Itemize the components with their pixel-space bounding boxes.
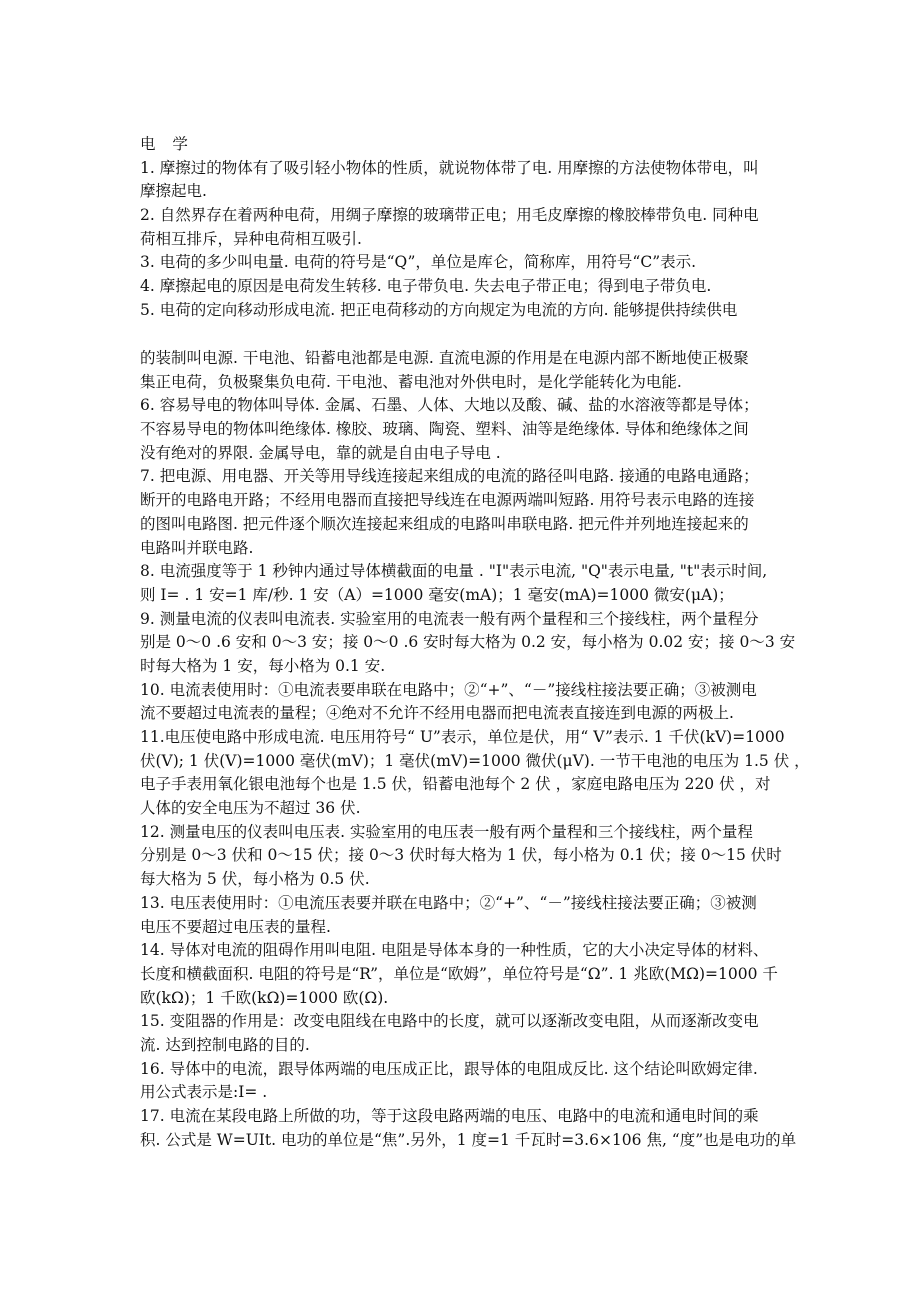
text-line: 时每大格为 1 安，每小格为 0.1 安. bbox=[140, 656, 386, 675]
text-line: 伏(V); 1 伏(V)=1000 毫伏(mV)；1 毫伏(mV)=1000 微伏(μV). 一节干电池的电压为 1.5 伏 ， bbox=[140, 751, 810, 770]
text-line: 11.电压使电路中形成电流. 电压用符号“ U”表示，单位是伏，用“ V”表示. 1 千伏(kV)=1000 bbox=[140, 728, 785, 746]
text-line: 17. 电流在某段电路上所做的功，等于这段电路两端的电压、电路中的电流和通电时间的乘 bbox=[140, 1107, 759, 1125]
text-line: 别是 0～0 .6 安和 0～3 安；接 0～0 .6 安时每大格为 0.2 安，每小格为 0.02 安；接 0～3 安 bbox=[140, 633, 796, 652]
text-line: 16. 导体中的电流，跟导体两端的电压成正比，跟导体的电阻成反比. 这个结论叫欧姆定律. bbox=[140, 1059, 758, 1078]
text-block-top bbox=[140, 133, 790, 323]
text-line: 断开的电路电开路；不经用电器而直接把导线连在电源两端叫短路. 用符号表示电路的连接 bbox=[140, 491, 755, 510]
document-title: 电 学 bbox=[140, 135, 194, 153]
text-line: 4. 摩擦起电的原因是电荷发生转移. 电子带负电. 失去电子带正电；得到电子带负电. bbox=[140, 277, 712, 296]
text-line: 长度和横截面积. 电阻的符号是“R”，单位是“欧姆”，单位符号是“Ω”. 1 兆欧(MΩ)=1000 千 bbox=[140, 964, 778, 983]
text-line: 的装制叫电源. 干电池、铅蓄电池都是电源. 直流电源的作用是在电源内部不断地使正极聚 bbox=[140, 349, 749, 367]
text-line: 电子手表用氧化银电池每个也是 1.5 伏，铅蓄电池每个 2 伏 ，家庭电路电压为 220 伏 ，对 bbox=[140, 775, 771, 794]
text-line: 每大格为 5 伏，每小格为 0.5 伏. bbox=[140, 870, 370, 889]
text-line: 13. 电压表使用时：①电流压表要并联在电路中；②“+”、“－”接线柱接法要正确；③被测 bbox=[140, 893, 757, 912]
text-line: 6. 容易导电的物体叫导体. 金属、石墨、人体、大地以及酸、碱、盐的水溶液等都是导体； bbox=[140, 396, 759, 415]
text-line: 人体的安全电压为不超过 36 伏. bbox=[140, 799, 361, 818]
text-line: 则 I= . 1 安=1 库/秒. 1 安（A）=1000 毫安(mA)；1 毫安(mA)=1000 微安(μA)； bbox=[140, 585, 734, 604]
text-line: 分别是 0～3 伏和 0～15 伏；接 0～3 伏时每大格为 1 伏，每小格为 0.1 伏；接 0～15 伏时 bbox=[140, 846, 782, 865]
text-line: 12. 测量电压的仪表叫电压表. 实验室用的电压表一般有两个量程和三个接线柱，两个量程 bbox=[140, 822, 753, 841]
text-line: 15. 变阻器的作用是：改变电阻线在电路中的长度，就可以逐渐改变电阻，从而逐渐改变电 bbox=[140, 1012, 759, 1031]
text-line: 欧(kΩ)；1 千欧(kΩ)=1000 欧(Ω). bbox=[140, 988, 389, 1007]
text-line: 流不要超过电流表的量程；④绝对不允许不经用电器而把电流表直接连到电源的两极上. bbox=[140, 704, 734, 723]
text-line: 集正电荷，负极聚集负电荷. 干电池、蓄电池对外供电时，是化学能转化为电能. bbox=[140, 372, 682, 391]
text-line: 8. 电流强度等于 1 秒钟内通过导体横截面的电量 . "I"表示电流, "Q"表示电量, "t"表示时间, bbox=[140, 562, 768, 581]
text-line: 不容易导电的物体叫绝缘体. 橡胶、玻璃、陶瓷、塑料、油等是绝缘体. 导体和绝缘体之间 bbox=[140, 420, 749, 439]
text-block-bottom bbox=[140, 347, 810, 1152]
text-line: 电路叫并联电路. bbox=[140, 538, 254, 557]
text-line: 没有绝对的界限. 金属导电，靠的就是自由电子导电 . bbox=[140, 443, 501, 462]
text-line: 3. 电荷的多少叫电量. 电荷的符号是“Q”，单位是库仑，简称库，用符号“C”表示. bbox=[140, 253, 697, 272]
text-line: 9. 测量电流的仪表叫电流表. 实验室用的电流表一般有两个量程和三个接线柱，两个量程分 bbox=[140, 609, 759, 628]
text-line: 5. 电荷的定向移动形成电流. 把正电荷移动的方向规定为电流的方向. 能够提供持续供电 bbox=[140, 300, 738, 319]
text-line: 用公式表示是:I= . bbox=[140, 1083, 268, 1102]
text-line: 电压不要超过电压表的量程. bbox=[140, 917, 331, 936]
text-line: 1. 摩擦过的物体有了吸引轻小物体的性质，就说物体带了电. 用摩擦的方法使物体带电，叫 bbox=[140, 158, 759, 177]
text-line: 10. 电流表使用时：①电流表要串联在电路中；②“+”、“－”接线柱接法要正确；③被测电 bbox=[140, 680, 757, 699]
text-line: 7. 把电源、用电器、开关等用导线连接起来组成的电流的路径叫电路. 接通的电路电通路； bbox=[140, 467, 759, 486]
text-line: 积. 公式是 W=UIt. 电功的单位是“焦”.另外，1 度=1 千瓦时=3.6×106 焦, “度”也是电功的单 bbox=[140, 1130, 797, 1149]
text-line: 摩擦起电. bbox=[140, 182, 207, 201]
text-line: 2. 自然界存在着两种电荷，用绸子摩擦的玻璃带正电；用毛皮摩擦的橡胶棒带负电. 同种电 bbox=[140, 206, 759, 225]
text-line: 的图叫电路图. 把元件逐个顺次连接起来组成的电路叫串联电路. 把元件并列地连接起来的 bbox=[140, 514, 749, 533]
text-line: 荷相互排斥，异种电荷相互吸引. bbox=[140, 229, 362, 248]
text-line: 14. 导体对电流的阻碍作用叫电阻. 电阻是导体本身的一种性质，它的大小决定导体的材料、 bbox=[140, 941, 769, 960]
text-line: 流. 达到控制电路的目的. bbox=[140, 1035, 310, 1054]
